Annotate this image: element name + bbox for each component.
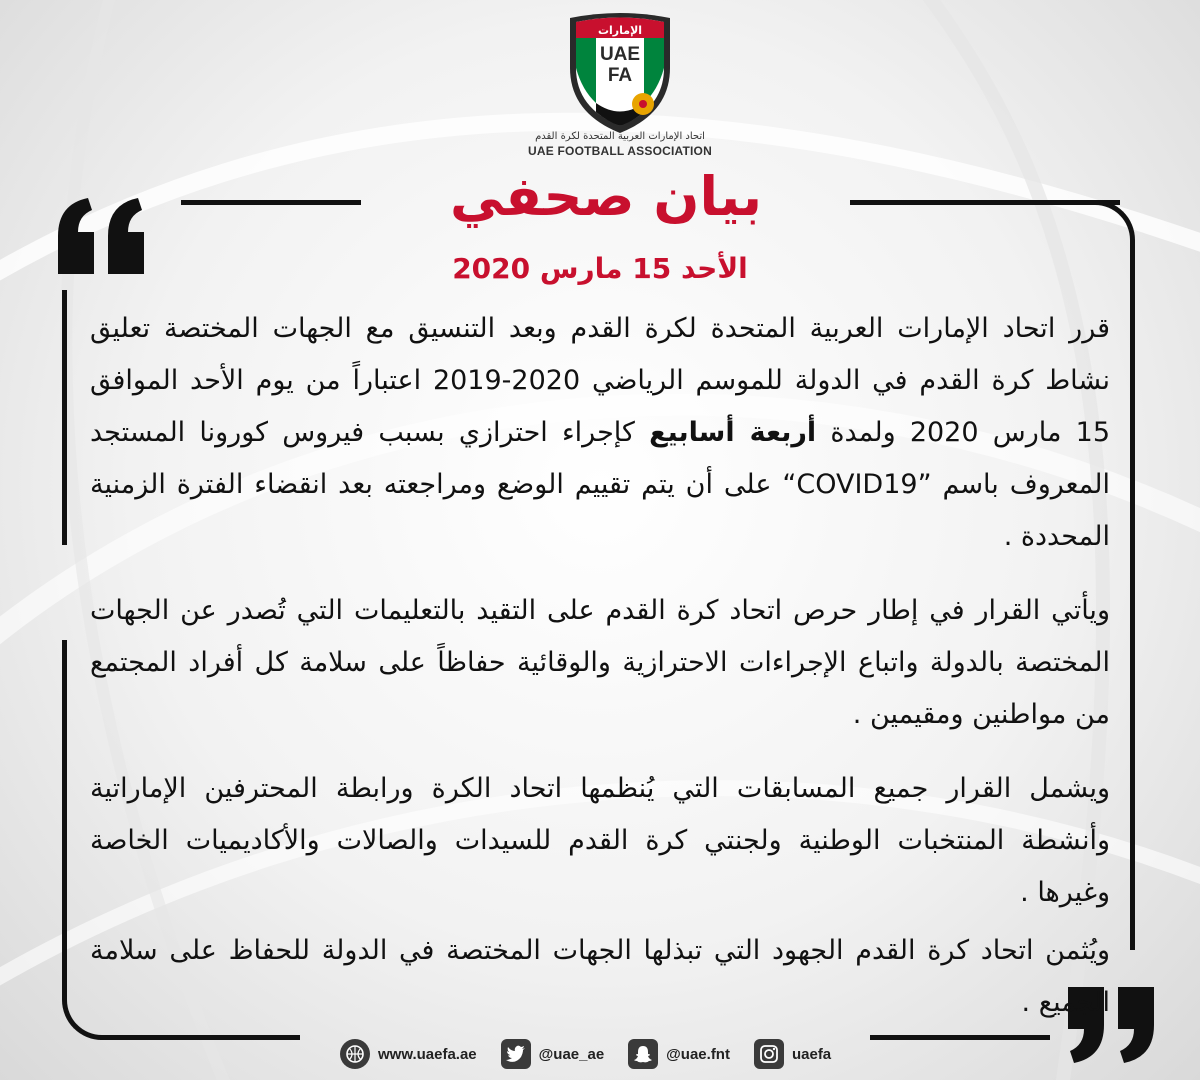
- footer-instagram-label: uaefa: [791, 1045, 832, 1063]
- footer-website-label: www.uaefa.ae: [378, 1045, 477, 1063]
- paragraph-4: ويُثمن اتحاد كرة القدم الجهود التي تبذلها الجهات المختصة في الدولة للحفاظ على سلامة الجميع .: [90, 935, 1110, 1018]
- logo-caption-english: UAE FOOTBALL ASSOCIATION: [528, 144, 712, 158]
- statement-date: الأحد 15 مارس 2020: [452, 252, 748, 285]
- footer-twitter[interactable]: [501, 1039, 605, 1069]
- paragraph-2: ويأتي القرار في إطار حرص اتحاد كرة القدم على التقيد بالتعليمات التي تُصدر عن الجهات المختصة بالدولة واتباع الإجراءات الاحترازية والوقائية حفاظاً على سلامة كل أفراد المجتمع من مواطنين ومقيمين .: [90, 595, 1110, 730]
- paragraph-1-part-a: قرر اتحاد الإمارات العربية المتحدة لكرة القدم وبعد التنسيق مع الجهات المختصة تعليق نشاط كرة القدم في الدولة للموسم الرياضي 2020-2019 اعتباراً من يوم الأحد الموافق 15 مارس 2020 ولمدة: [90, 313, 1111, 448]
- basketball-icon: [340, 1039, 370, 1069]
- logo-badge-fa: FA: [607, 65, 633, 86]
- paragraph-3: ويشمل القرار جميع المسابقات التي يُنظمها اتحاد الكرة ورابطة المحترفين الإماراتية وأنشطة المنتخبات الوطنية ولجنتي كرة القدم للسيدات والصالات والأكاديميات الخاصة وغيرها .: [90, 773, 1110, 908]
- twitter-icon: [501, 1039, 531, 1069]
- footer-snapchat-label: @uae.fnt: [666, 1045, 730, 1063]
- paragraph-1-part-b: كإجراء احترازي بسبب فيروس كورونا المستجد المعروف باسم ”COVID19“ على أن يتم تقييم الوضع ومراجعته بعد انقضاء الفترة الزمنية المحددة .: [90, 417, 1110, 552]
- statement-body: [90, 303, 1110, 1051]
- paragraph-1-bold: أربعة أسابيع: [649, 417, 817, 448]
- logo-caption-arabic: اتحاد الإمارات العربية المتحدة لكرة القدم: [535, 131, 705, 142]
- social-footer: [340, 1036, 849, 1072]
- logo-badge-ar: الإمارات: [597, 24, 643, 37]
- open-quote-icon: [52, 196, 152, 276]
- footer-instagram[interactable]: [754, 1039, 831, 1069]
- paragraph-1: [90, 303, 1110, 563]
- frame-top-right-line: [850, 200, 1120, 205]
- footer-twitter-label: @uae_ae: [538, 1045, 605, 1063]
- snapchat-icon: [628, 1039, 658, 1069]
- frame-left-line: [62, 290, 67, 545]
- frame-top-left-line: [181, 200, 361, 205]
- footer-snapchat[interactable]: [628, 1039, 730, 1069]
- footer-website[interactable]: [340, 1039, 477, 1069]
- instagram-icon: [754, 1039, 784, 1069]
- page-title: بيان صحفي: [449, 165, 763, 228]
- uaefa-logo: [560, 8, 680, 138]
- logo-badge-uae: UAE: [599, 44, 641, 65]
